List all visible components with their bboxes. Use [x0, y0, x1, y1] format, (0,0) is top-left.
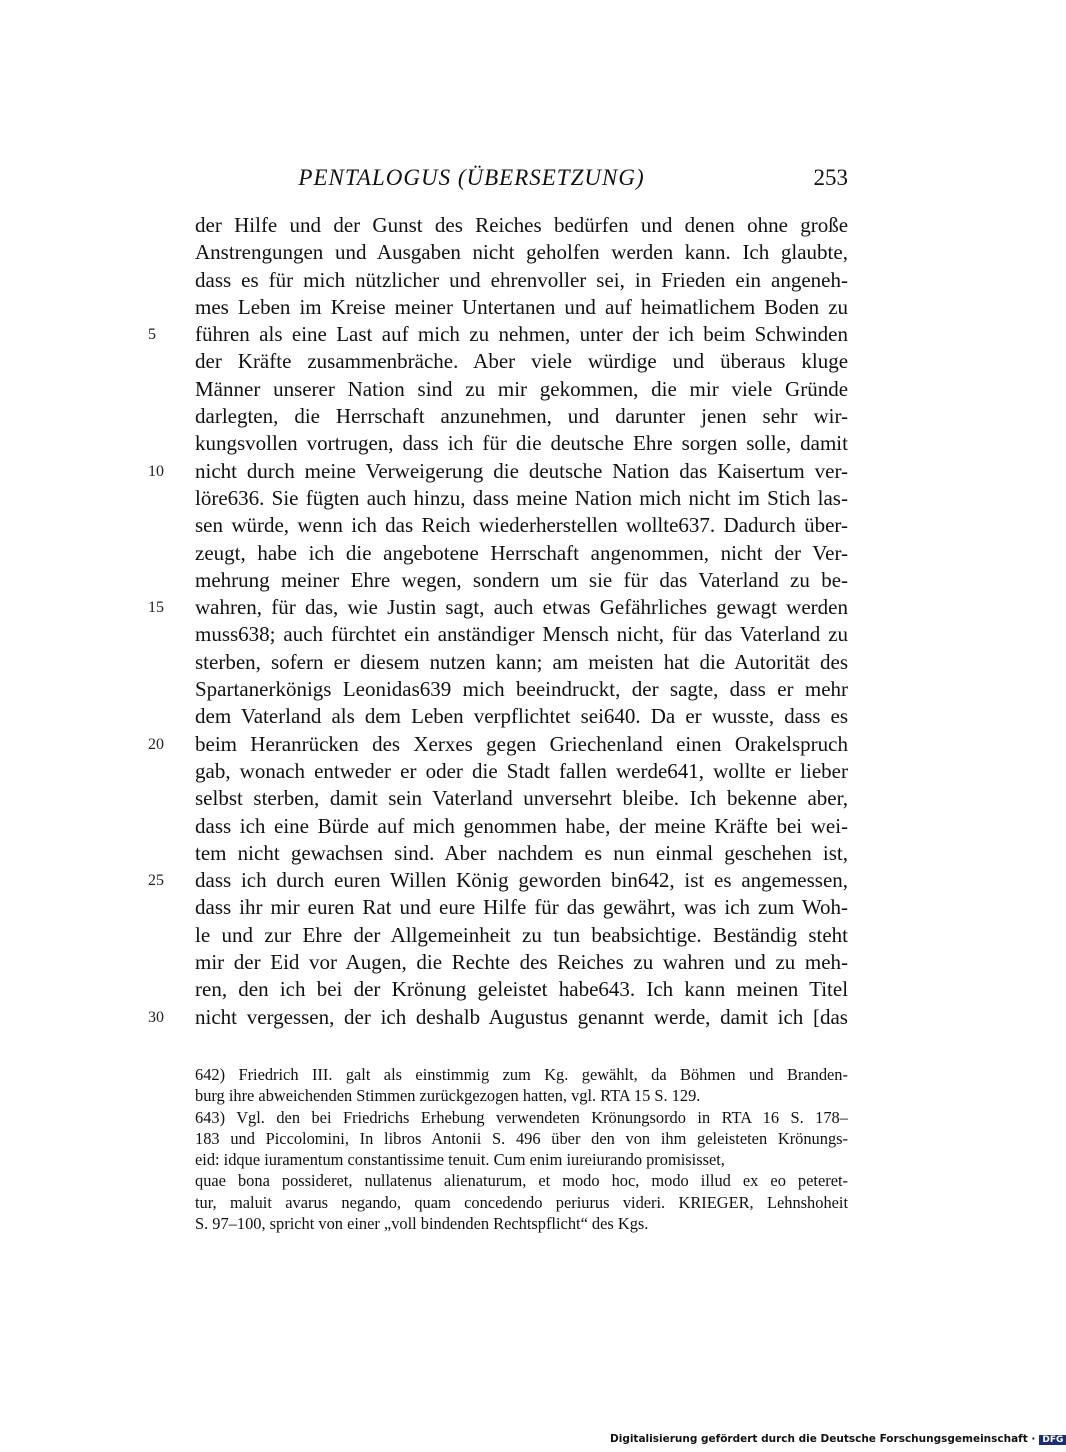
text-line — [195, 621, 848, 648]
line-text: wahren, für das, wie Justin sagt, auch etwas Gefährliches gewagt werden — [195, 595, 848, 620]
line-text: der Hilfe und der Gunst des Reiches bedürfen und denen ohne große — [195, 213, 849, 237]
text-line — [148, 867, 849, 894]
text-line — [195, 676, 848, 703]
text-line — [148, 594, 848, 621]
text-line — [195, 512, 848, 539]
text-line — [148, 458, 849, 485]
footnote-text: 642) Friedrich III. galt als einstimmig zum Kg. gewählt, da Böhmen und Branden- — [195, 1065, 848, 1084]
text-line — [195, 294, 848, 321]
running-header — [195, 165, 848, 195]
line-text: mes Leben im Kreise meiner Untertanen und auf heimatlichem Boden zu — [195, 294, 849, 319]
line-number: 5 — [148, 326, 156, 344]
footnote-text: S. 97–100, spricht von einer „voll bindenden Rechtspflicht“ des Kgs. — [195, 1214, 649, 1234]
text-line — [195, 239, 848, 266]
text-line — [195, 976, 848, 1003]
line-text: muss638; auch fürchtet ein anständiger Mensch nicht, für das Vaterland zu — [195, 622, 849, 647]
text-line — [148, 1004, 848, 1031]
line-text: ren, den ich bei der Krönung geleistet habe643. Ich kann meinen Titel — [195, 977, 849, 1002]
line-text: selbst sterben, damit sein Vaterland unversehrt bleibe. Ich bekenne aber, — [195, 786, 849, 811]
text-line — [195, 758, 848, 785]
line-text: der Kräfte zusammenbräche. Aber viele würdige und überaus kluge — [195, 349, 849, 374]
line-text: dem Vaterland als dem Leben verpflichtet sei640. Da er wusste, dass es — [195, 704, 849, 729]
text-line — [195, 430, 848, 457]
line-number: 15 — [148, 599, 164, 617]
line-text: nicht durch meine Verweigerung die deutsche Nation das Kaisertum ver- — [195, 458, 849, 483]
footnote-line — [195, 1149, 848, 1170]
line-text: beim Heranrücken des Xerxes gegen Griechenland einen Orakelspruch — [195, 731, 848, 756]
text-line — [195, 403, 848, 430]
line-text: dass ihr mir euren Rat und eure Hilfe für das gewährt, was ich zum Woh- — [195, 895, 848, 920]
page-number: 253 — [813, 165, 848, 190]
line-number: 25 — [148, 872, 164, 890]
text-line — [195, 894, 848, 921]
footnote-line — [195, 1085, 848, 1106]
text-line — [195, 949, 848, 976]
line-text: tem nicht gewachsen sind. Aber nachdem es nun einmal geschehen ist, — [195, 840, 848, 865]
text-line — [195, 813, 848, 840]
line-text: mehrung meiner Ehre wegen, sondern um sie für das Vaterland zu be- — [195, 567, 849, 592]
line-text: kungsvollen vortrugen, dass ich für die deutsche Ehre sorgen solle, damit — [195, 431, 848, 456]
text-line — [195, 485, 848, 512]
line-text: löre636. Sie fügten auch hinzu, dass meine Nation mich nicht im Stich las- — [195, 485, 848, 510]
text-line — [195, 649, 848, 676]
line-text: zeugt, habe ich die angebotene Herrschaft angenommen, nicht der Ver- — [195, 540, 849, 565]
footnote-line — [195, 1107, 848, 1128]
line-number: 30 — [148, 1008, 164, 1026]
text-line — [195, 376, 848, 403]
footnote-text: 183 und Piccolomini, In libros Antonii S. 496 über den von ihm geleisteten Krönungs- — [195, 1128, 848, 1148]
text-line — [195, 567, 848, 594]
line-text: dass ich durch euren Willen König geworden bin642, ist es angemessen, — [195, 868, 849, 893]
text-line — [195, 703, 848, 730]
footnotes — [195, 1064, 848, 1234]
line-text: sen würde, wenn ich das Reich wiederherstellen wollte637. Dadurch über- — [195, 513, 849, 538]
line-text: Männer unserer Nation sind zu mir gekommen, die mir viele Gründe — [195, 376, 849, 401]
main-text — [148, 212, 849, 1031]
funding-note — [610, 1433, 1066, 1445]
text-line — [148, 321, 848, 348]
text-line — [195, 840, 848, 867]
footnote-text: quae bona possideret, nullatenus alienaturum, et modo hoc, modo illud ex eo peteret- — [195, 1171, 848, 1191]
footnote-line — [195, 1170, 848, 1191]
funding-text: Digitalisierung gefördert durch die Deutsche Forschungsgemeinschaft · — [610, 1433, 1036, 1445]
running-title: PENTALOGUS (ÜBERSETZUNG) — [298, 165, 645, 190]
footnote-text: 643) Vgl. den bei Friedrichs Erhebung verwendeten Krönungsordo in RTA 16 S. 178– — [195, 1107, 848, 1127]
text-line — [195, 922, 848, 949]
footnote-line — [195, 1064, 848, 1085]
footnote-text: eid: idque iuramentum constantissime tenuit. Cum enim iureiurando promisisset, — [195, 1150, 725, 1170]
footnote-text: tur, maluit avarus negando, quam concedendo periurus videri. KRIEGER, Lehnshoheit — [195, 1192, 849, 1212]
text-line — [195, 267, 848, 294]
footnote-line — [195, 1192, 848, 1213]
line-number: 10 — [148, 462, 164, 480]
text-line — [195, 785, 848, 812]
line-text: gab, wonach entweder er oder die Stadt fallen werde641, wollte er lieber — [195, 758, 848, 783]
text-line — [195, 212, 848, 239]
line-text: Anstrengungen und Ausgaben nicht geholfen werden kann. Ich glaubte, — [195, 240, 848, 265]
text-line — [148, 731, 848, 758]
footnote-text: burg ihre abweichenden Stimmen zurückgezogen hatten, vgl. RTA 15 S. 129. — [195, 1086, 701, 1106]
text-line — [195, 540, 848, 567]
footnote-line — [195, 1213, 848, 1234]
line-number: 20 — [148, 735, 164, 753]
line-text: dass es für mich nützlicher und ehrenvoller sei, in Frieden ein angeneh- — [195, 267, 848, 292]
text-line — [195, 348, 848, 375]
line-text: mir der Eid vor Augen, die Rechte des Reiches zu wahren und zu meh- — [195, 950, 849, 975]
dfg-logo: DFG — [1039, 1435, 1066, 1445]
line-text: sterben, sofern er diesem nutzen kann; am meisten hat die Autorität des — [195, 649, 849, 674]
line-text: le und zur Ehre der Allgemeinheit zu tun beabsichtige. Beständig steht — [195, 922, 849, 947]
line-text: führen als eine Last auf mich zu nehmen, unter der ich beim Schwinden — [195, 322, 848, 347]
line-text: dass ich eine Bürde auf mich genommen habe, der meine Kräfte bei wei- — [195, 813, 849, 838]
line-text: nicht vergessen, der ich deshalb Augustus genannt werde, damit ich [das — [195, 1004, 848, 1029]
line-text: Spartanerkönigs Leonidas639 mich beeindruckt, der sagte, dass er mehr — [195, 677, 849, 702]
line-text: darlegten, die Herrschaft anzunehmen, und darunter jenen sehr wir- — [195, 404, 849, 429]
footnote-line — [195, 1128, 848, 1149]
